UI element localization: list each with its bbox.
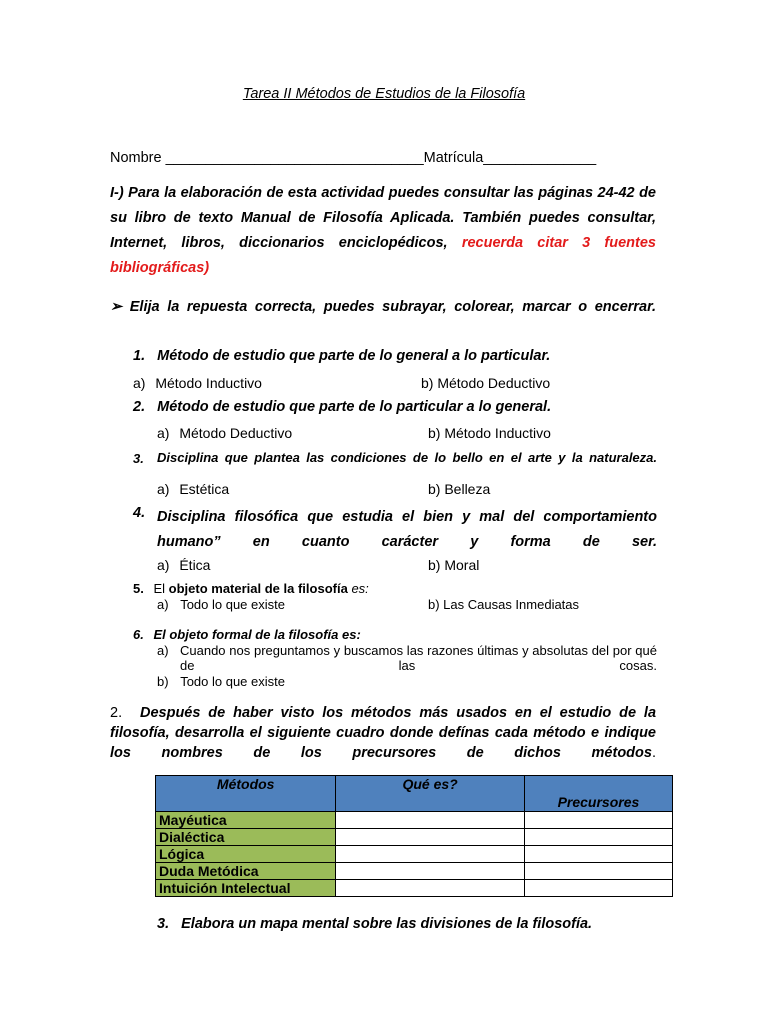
q6-option-a	[157, 643, 657, 673]
question-number: 6.	[133, 627, 144, 642]
method-cell: Lógica	[156, 846, 336, 863]
q1-option-b: b) Método Deductivo	[421, 375, 551, 391]
question-5	[133, 581, 369, 596]
arrow-bullet-icon: ➢	[110, 299, 123, 315]
name-matricula-line: Nombre ________________________________Matrícula______________	[110, 150, 597, 166]
definition-cell[interactable]	[336, 812, 524, 829]
question-text: Disciplina filosófica que estudia el bien y mal del comportamiento humano” en cuanto carácter y forma de ser.	[157, 509, 657, 550]
section3-number: 3.	[157, 916, 170, 932]
option-text: Método Inductivo	[155, 375, 262, 391]
precursor-cell[interactable]	[524, 812, 672, 829]
method-cell: Dialéctica	[156, 829, 336, 846]
table-row	[156, 880, 673, 897]
option-label: a)	[157, 643, 169, 658]
methods-table	[155, 775, 673, 897]
document-title: Tarea II Métodos de Estudios de la Filosofía	[242, 86, 526, 102]
q2-option-a	[157, 425, 292, 441]
option-label: a)	[157, 425, 170, 441]
header-precursores: Precursores	[524, 776, 672, 812]
table-row	[156, 846, 673, 863]
method-cell: Intuición Intelectual	[156, 880, 336, 897]
option-text: Todo lo que existe	[180, 597, 285, 612]
definition-cell[interactable]	[336, 829, 524, 846]
table-row	[156, 812, 673, 829]
section3-text: Elabora un mapa mental sobre las divisiones de la filosofía.	[181, 916, 593, 932]
question-1	[133, 348, 550, 364]
q2-option-b: b) Método Inductivo	[428, 425, 551, 441]
question-text: El objeto formal de la filosofía es:	[153, 627, 361, 642]
q4-option-a	[157, 557, 210, 573]
question-text-pre: El	[153, 581, 166, 596]
question-number: 3.	[133, 451, 144, 466]
section3	[157, 916, 592, 932]
precursor-cell[interactable]	[524, 846, 672, 863]
question-text-bold: objeto material de la filosofía	[168, 581, 348, 596]
q4-option-b: b) Moral	[428, 557, 480, 573]
instruction-paragraph	[110, 295, 656, 320]
section1-red-text: recuerda citar 3 fuentes bibliográficas)	[110, 235, 656, 276]
option-text: Estética	[179, 481, 230, 497]
question-number: 1.	[133, 348, 146, 364]
q1-option-a	[133, 375, 262, 391]
method-cell: Duda Metódica	[156, 863, 336, 880]
question-text: Disciplina que plantea las condiciones de lo bello en el arte y la naturaleza.	[157, 450, 657, 465]
section1-text: I-) Para la elaboración de esta actividad puedes consultar las páginas 24-42 de su libro de texto Manual de Filosofía Aplicada. También puedes consultar, Internet, libros, diccionarios enciclopédicos,	[110, 185, 656, 251]
option-label: b)	[157, 674, 169, 689]
q3-option-a	[157, 481, 229, 497]
q5-option-a	[157, 597, 285, 612]
option-label: a)	[157, 597, 169, 612]
option-label: a)	[157, 557, 170, 573]
q6-option-b	[157, 674, 285, 689]
section2-text: Después de haber visto los métodos más usados en el estudio de la filosofía, desarrolla el siguiente cuadro donde defínas cada método e indique los nombres de los precursores de dichos métodos	[110, 705, 657, 761]
question-text: Método de estudio que parte de lo general a lo particular.	[157, 348, 551, 364]
precursor-cell[interactable]	[524, 863, 672, 880]
question-number: 2.	[133, 399, 146, 415]
option-label: a)	[133, 375, 146, 391]
table-row	[156, 829, 673, 846]
precursor-cell[interactable]	[524, 880, 672, 897]
section2-paragraph: 2. Después de haber visto los métodos más usados en el estudio de la filosofía, desarrolla el siguiente cuadro donde defínas cada método e indique los nombres de los precursores de dichos métodos.	[110, 705, 657, 761]
definition-cell[interactable]	[336, 880, 524, 897]
definition-cell[interactable]	[336, 846, 524, 863]
question-2	[133, 399, 551, 415]
option-text: Ética	[179, 557, 211, 573]
question-number: 5.	[133, 581, 144, 596]
question-6	[133, 627, 361, 642]
section1-paragraph	[110, 181, 656, 281]
question-3	[133, 450, 657, 465]
question-text-post: es:	[351, 581, 369, 596]
q3-option-b: b) Belleza	[428, 481, 491, 497]
table-header-row	[156, 776, 673, 812]
instruction-text: Elija la repuesta correcta, puedes subrayar, colorear, marcar o encerrar.	[129, 299, 656, 315]
table-row	[156, 863, 673, 880]
option-text: Método Deductivo	[179, 425, 293, 441]
definition-cell[interactable]	[336, 863, 524, 880]
precursor-cell[interactable]	[524, 829, 672, 846]
option-text: Cuando nos preguntamos y buscamos las razones últimas y absolutas del por qué de las cosas.	[180, 643, 657, 673]
q5-option-b: b) Las Causas Inmediatas	[428, 597, 580, 612]
question-4	[133, 505, 657, 555]
section2-number: 2.	[110, 705, 123, 721]
question-number: 4.	[133, 505, 146, 521]
option-label: a)	[157, 481, 170, 497]
option-text: Todo lo que existe	[180, 674, 285, 689]
question-text: Método de estudio que parte de lo particular a lo general.	[157, 399, 552, 415]
method-cell: Mayéutica	[156, 812, 336, 829]
header-que-es: Qué es?	[336, 776, 524, 812]
header-metodos: Métodos	[156, 776, 336, 812]
